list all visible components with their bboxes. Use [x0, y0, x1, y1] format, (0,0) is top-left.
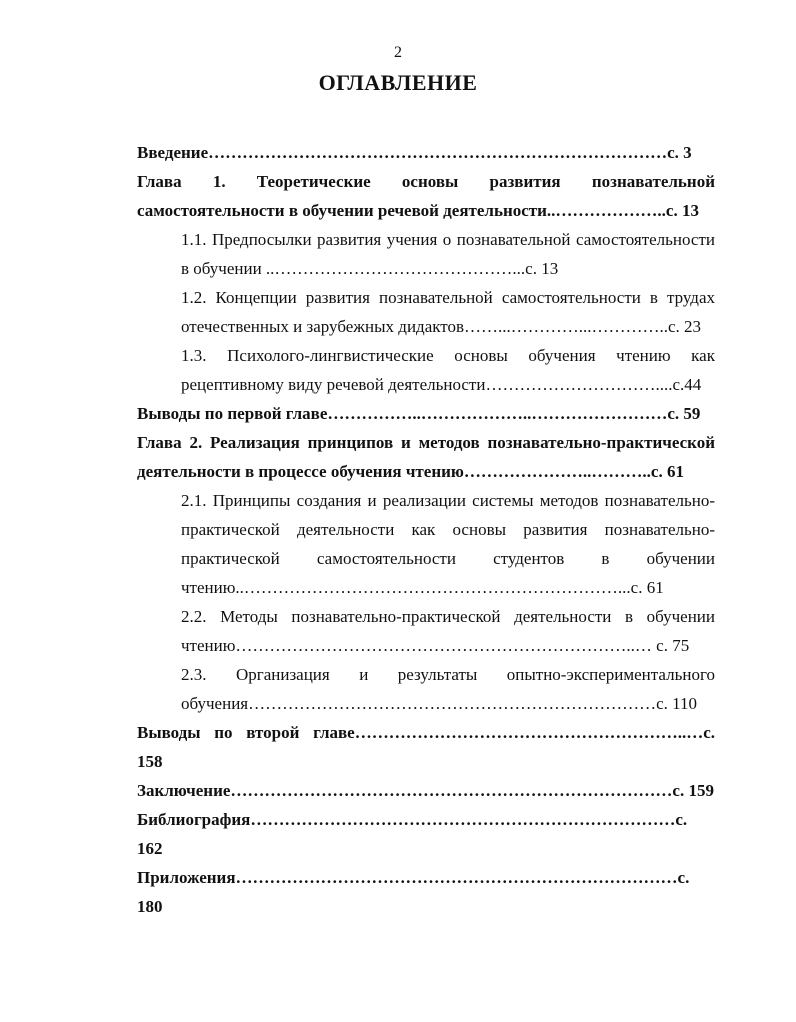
toc-entry-appendices: Приложения……………………………………………………………………с. 180 — [137, 868, 690, 916]
toc-entry-section-1-1: 1.1. Предпосылки развития учения о познавательной самостоятельности в обучении ..……………………………………...с. 13 — [181, 230, 715, 278]
toc-entry-introduction: Введение………………………………………………………………………с. 3 — [137, 143, 692, 162]
page-number: 2 — [394, 44, 402, 61]
table-of-contents — [137, 138, 715, 921]
toc-entry-bibliography: Библиография…………………………………………………………………с. 162 — [137, 810, 688, 858]
toc-entry-section-2-3: 2.3. Организация и результаты опытно-экспериментального обучения………………………………………………………………с. 110 — [181, 665, 715, 713]
toc-entry-conclusion: Заключение……………………………………………………………………с. 159 — [137, 781, 714, 800]
toc-entry-chapter-2-conclusions: Выводы по второй главе…………………………………………………..…с. 158 — [137, 723, 715, 771]
toc-entry-section-1-2: 1.2. Концепции развития познавательной самостоятельности в трудах отечественных и зарубежных дидактов……...…………...…………..с. 23 — [181, 288, 715, 336]
toc-entry-section-2-2: 2.2. Методы познавательно-практической деятельности в обучении чтению……………………………………………………………..… с. 75 — [181, 607, 715, 655]
toc-entry-chapter-1: Глава 1. Теоретические основы развития познавательной самостоятельности в обучении речевой деятельности..………………..с. 13 — [137, 172, 715, 220]
toc-entry-chapter-2: Глава 2. Реализация принципов и методов познавательно-практической деятельности в процессе обучения чтению…………………..………..с. 61 — [137, 433, 715, 481]
toc-entry-section-1-3: 1.3. Психолого-лингвистические основы обучения чтению как рецептивному виду речевой деятельности…………………………....с.44 — [181, 346, 715, 394]
page-title: ОГЛАВЛЕНИЕ — [318, 70, 478, 95]
toc-entry-section-2-1: 2.1. Принципы создания и реализации системы методов познавательно-практической деятельности как основы развития познавательно-практической самостоятельности студентов в обучении чтению..…………………………………………………………...с. 61 — [181, 491, 715, 597]
toc-entry-chapter-1-conclusions: Выводы по первой главе……………..………………..……………………с. 59 — [137, 404, 701, 423]
